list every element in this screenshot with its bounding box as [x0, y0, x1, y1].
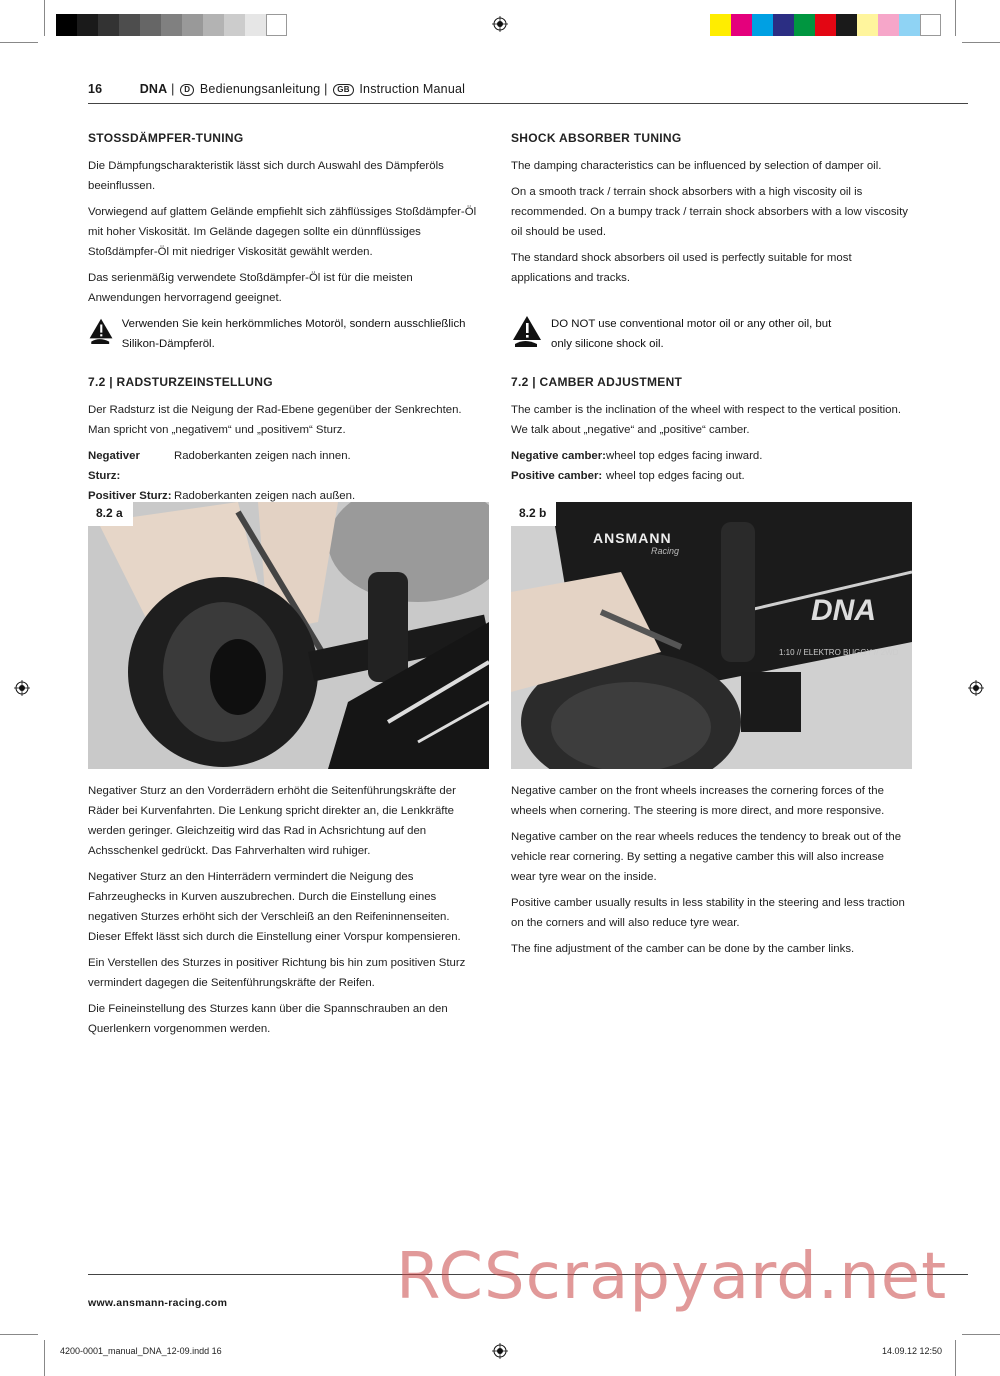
definition-term: Negativer Sturz:: [88, 450, 140, 482]
photo-label: 8.2 a: [88, 502, 133, 526]
definition-value: Radoberkanten zeigen nach innen.: [174, 450, 351, 462]
page-header: [88, 82, 968, 96]
color-swatch: [77, 14, 98, 36]
color-swatch: [857, 14, 878, 36]
section-title: 7.2 | CAMBER ADJUSTMENT: [511, 375, 683, 389]
paragraph: The fine adjustment of the camber can be done by the camber links.: [511, 943, 855, 955]
definition-term: Positive camber:: [511, 470, 603, 482]
de-camber-details: [88, 781, 480, 1045]
color-swatch: [98, 14, 119, 36]
crop-mark: [0, 1334, 38, 1335]
slug-date: 14.09.12 12:50: [882, 1346, 943, 1356]
color-swatch: [899, 14, 920, 36]
definition-value: wheel top edges facing out.: [606, 470, 745, 482]
photo-model: DNA: [811, 594, 876, 627]
paragraph: On a smooth track / terrain shock absorbers with a high viscosity oil is recommended. On a bumpy track / terrain shock absorbers with a low viscosity oil should be used.: [511, 186, 908, 238]
color-swatch: [773, 14, 794, 36]
paragraph: Ein Verstellen des Sturzes in positiver Richtung bis hin zum positiven Sturz vermindert dagegen die Seitenführungskräfte der Reifen.: [88, 957, 466, 989]
color-swatch: [161, 14, 182, 36]
warning-hand-icon: [88, 314, 116, 348]
de-shock-section: [88, 128, 480, 354]
brand-name: DNA: [139, 82, 168, 96]
paragraph: Negative camber on the front wheels increases the cornering forces of the wheels when cornering. The steering is more direct, and more responsive.: [511, 785, 885, 817]
photo-model-sub: 1:10 // ELEKTRO BUGGY // 2WD: [779, 648, 899, 657]
photo-camber-rear: [511, 502, 912, 769]
paragraph: The damping characteristics can be influenced by selection of damper oil.: [511, 160, 882, 172]
definition-term: Negative camber:: [511, 450, 606, 462]
crop-mark: [0, 42, 38, 43]
lang-badge-de: D: [180, 84, 194, 96]
photo-camber-front: [88, 502, 489, 769]
color-swatch: [140, 14, 161, 36]
color-swatch: [920, 14, 941, 36]
crop-mark: [955, 1340, 956, 1376]
paragraph: Die Feineinstellung des Sturzes kann über die Spannschrauben an den Querlenkern vorgenommen werden.: [88, 1003, 448, 1035]
color-swatch: [815, 14, 836, 36]
registration-mark-icon: [14, 680, 30, 696]
paragraph: The camber is the inclination of the wheel with respect to the vertical position. We talk about „negative“ and „positive“ camber.: [511, 404, 902, 436]
paragraph: The standard shock absorbers oil used is perfectly suitable for most applications and tracks.: [511, 252, 852, 284]
paragraph: Negativer Sturz an den Hinterrädern vermindert die Neigung des Fahrzeughecks in Kurven auszubrechen. Durch die Einstellung eines negativen Sturzes erhöht sich der Verschleiß an den Reifeninnenseiten. Dieser Effekt lässt sich durch die Einstellung einer Vorspur kompensieren.: [88, 871, 461, 943]
separator: |: [171, 82, 175, 96]
color-swatch: [119, 14, 140, 36]
photo-label: 8.2 b: [511, 502, 556, 526]
section-title: SHOCK ABSORBER TUNING: [511, 131, 682, 145]
paragraph: Die Dämpfungscharakteristik lässt sich durch Auswahl des Dämpferöls beeinflussen.: [88, 160, 444, 192]
manual-title-en: Instruction Manual: [359, 82, 466, 96]
section-title: STOSSDÄMPFER-TUNING: [88, 131, 244, 145]
color-swatch: [710, 14, 731, 36]
photo-brand: ANSMANN: [593, 530, 672, 546]
warning-text: DO NOT use conventional motor oil or any other oil, but only silicone shock oil.: [551, 318, 832, 350]
definition-row: [511, 446, 911, 466]
crop-mark: [962, 1334, 1000, 1335]
buggy-rear-wheel-illustration: [511, 502, 912, 769]
color-swatch: [752, 14, 773, 36]
photo-brand-sub: Racing: [651, 546, 680, 556]
buggy-front-wheel-illustration: [88, 502, 489, 769]
watermark: RCScrapyard.net: [396, 1240, 948, 1314]
color-swatch: [56, 14, 77, 36]
color-swatch: [266, 14, 287, 36]
color-swatch: [203, 14, 224, 36]
slug-file-info: 4200-0001_manual_DNA_12-09.indd 16: [60, 1346, 222, 1356]
color-swatch: [878, 14, 899, 36]
warning-note: [511, 314, 911, 354]
manual-title-de: Bedienungsanleitung: [199, 82, 321, 96]
color-swatch: [794, 14, 815, 36]
paragraph: Das serienmäßig verwendete Stoßdämpfer-Öl ist für die meisten Anwendungen hervorragend geeignet.: [88, 272, 413, 304]
footer-website: www.ansmann-racing.com: [88, 1297, 228, 1309]
separator: |: [324, 82, 328, 96]
grayscale-color-bar: [56, 14, 287, 36]
crop-mark: [44, 1340, 45, 1376]
definition-value: Radoberkanten zeigen nach außen.: [174, 490, 356, 502]
definition-value: wheel top edges facing inward.: [606, 450, 763, 462]
color-swatch: [731, 14, 752, 36]
definition-row: [88, 446, 480, 486]
header-rule: [88, 103, 968, 104]
color-swatch: [182, 14, 203, 36]
definition-term: Positiver Sturz:: [88, 490, 172, 502]
en-shock-section: [511, 128, 911, 354]
section-title: 7.2 | RADSTURZEINSTELLUNG: [88, 375, 273, 389]
de-camber-section: [88, 372, 480, 506]
en-camber-details: [511, 781, 911, 965]
registration-mark-icon: [968, 680, 984, 696]
color-swatch: [836, 14, 857, 36]
warning-note: [88, 314, 480, 354]
color-swatch: [245, 14, 266, 36]
definition-row: [511, 466, 911, 486]
registration-mark-icon: [492, 1343, 508, 1359]
color-swatch: [224, 14, 245, 36]
crop-mark: [955, 0, 956, 36]
page-number: 16: [88, 82, 103, 96]
lang-badge-gb: GB: [333, 84, 353, 96]
registration-mark-icon: [492, 16, 508, 32]
paragraph: Vorwiegend auf glattem Gelände empfiehlt sich zähflüssiges Stoßdämpfer-Öl mit hoher Viskosität. Im Gelände dagegen sollte ein dünnflüssiges Stoßdämpfer-Öl mit niedriger Viskosität gewählt werden.: [88, 206, 477, 258]
paragraph: Positive camber usually results in less stability in the steering and less traction on the corners and will also reduce tyre wear.: [511, 897, 905, 929]
warning-hand-icon: [511, 314, 545, 348]
warning-text: Verwenden Sie kein herkömmliches Motoröl, sondern ausschließlich Silikon-Dämpferöl.: [121, 318, 466, 350]
paragraph: Negativer Sturz an den Vorderrädern erhöht die Seitenführungskräfte der Räder bei Kurvenfahrten. Die Lenkung spricht direkter an, die Lenkkräfte werden geringer. Gleichzeitig wird das Rad in Achsrichtung auf den Achsschenkel gedrückt. Das Fahrverhalten wird ruhiger.: [88, 785, 456, 857]
paragraph: Der Radsturz ist die Neigung der Rad-Ebene gegenüber der Senkrechten. Man spricht von „negativem“ und „positivem“ Sturz.: [88, 404, 462, 436]
crop-mark: [962, 42, 1000, 43]
crop-mark: [44, 0, 45, 36]
en-camber-section: [511, 372, 911, 486]
cmyk-color-bar: [710, 14, 941, 36]
paragraph: Negative camber on the rear wheels reduces the tendency to break out of the vehicle rear cornering. By setting a negative camber this will also increase wear tyre wear on the inside.: [511, 831, 902, 883]
